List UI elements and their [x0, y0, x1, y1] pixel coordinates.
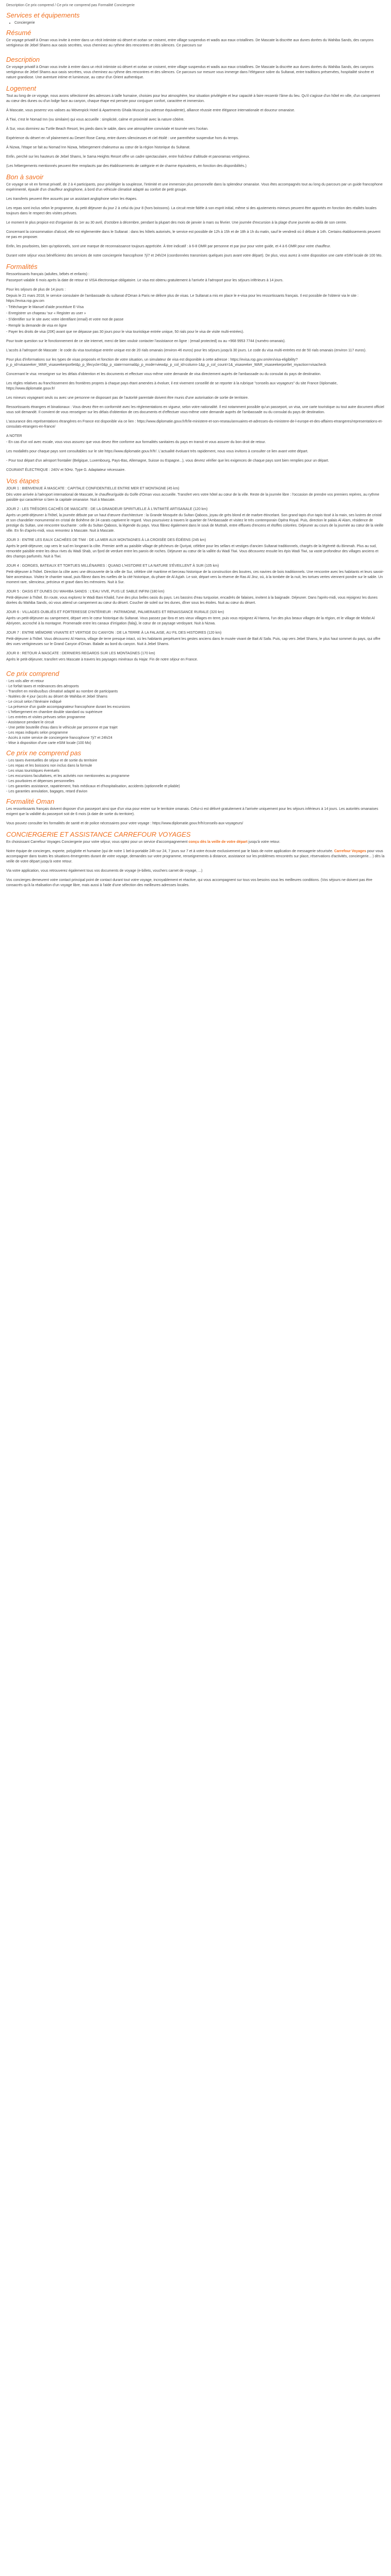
formalites-paragraph: COURANT ÉLECTRIQUE : 240V et 50Hz. Type G. Adaptateur nécessaire. [6, 468, 126, 472]
logement-paragraph: Tout au long de ce voyage, nous avons sélectionné des adresses à taille humaine, choisies pour leur atmosphère, leur situation privilégiée et leur capacité à faire ressentir l'âme du lieu. Qu'il s'agisse d'un hôtel en ville, d'un campement au cœur des dunes ou d'un lodge face au canyon, chaque étape est pensée pour conjuguer confort, caractère et immersion. [6, 94, 380, 103]
day-text: Après un petit-déjeuner au campement, départ vers le cœur historique du Sultanat. Vous passez par Ibra et ses vieux villages en terre, puis vous rejoignez Al Hamra, l'un des plus beaux villages de la région, et le village de Misfat Al Abriyeen, accroché à la montagne. Promenade entre les canaux d'irrigation (falaj), le cœur de ce paysage verdoyant. Nuit à Nizwa. [6, 617, 375, 625]
formalite-section [6, 798, 385, 826]
conciergerie-paragraph: Vos concierges demeurent votre contact principal point de contact durant tout votre voyage, incroyablement et réactive, qui vous accompagnent sur tous vos besoins sous les meilleures conditions. (Vos séjours ne doivent pas être consacrés qu'à la réalisation d'un voyage libre, mais aussi à l'aide d'une sélection des meilleures adresses locales. [6, 878, 372, 887]
formalites-paragraph: Pour toute question sur le fonctionnement de ce site internet, merci de bien vouloir contacter l'assistance en ligne : (email protected) ou au +968 9953 7744 (numéro omanais). [6, 340, 286, 343]
formalites-step: - Remplir la demande de visa en ligne [6, 324, 67, 328]
formalites-step: - S'identifier sur le site avec votre identifiant (email) et votre mot de passe [6, 318, 124, 321]
description-section [6, 56, 385, 80]
day-title: JOUR 6 : VILLAGES OUBLIÉS ET FORTERESSE D'INTÉRIEUR : PATRIMOINE, PALMERAIES ET RENAISSANCE RURALE (320 km) [6, 611, 224, 614]
services-section [6, 11, 385, 26]
inclus-section [6, 670, 385, 746]
formalites-paragraph: Ressortissants français (adultes, bébés et enfants) : [6, 273, 90, 276]
conciergerie-text: pour vous accompagner dans toutes les situations émergentes durant de votre voyage, demandes sur votre programme, renseignements à distance, assistance sur les problèmes rencontrés sur place, réservations d'activités, conciergerie... ) dès la veille de votre départ jusqu'à votre retour. [6, 850, 385, 863]
day-title: JOUR 8 : RETOUR À MASCATE : DERNIERS REGARDS SUR LES MONTAGNES (170 km) [6, 652, 155, 655]
inclus-item: - Assistance pendant le circuit [6, 720, 385, 725]
inclus-item: - Mise à disposition d'une carte eSIM locale (100 Mo) [6, 741, 385, 746]
non-inclus-list [6, 758, 385, 794]
inclus-item: - Le forfait taxes et redevances des aéroports [6, 684, 385, 689]
non-inclus-item: - Les taxes éventuelles de séjour et de sortie du territoire [6, 758, 385, 764]
conciergerie-text: Notre équipe de concierges, experte, polyglotte et humaine (qui de notre 1 bel-à-portable 24h sur 24, 7 jours sur 7 et à votre écoute exclusivement par le biais de notre application de messagerie sécurisée. [6, 850, 334, 853]
resume-section [6, 29, 385, 48]
services-list [6, 21, 385, 26]
formalites-note-title: A NOTER [6, 434, 22, 438]
page [0, 0, 391, 888]
non-inclus-item: - Les pourboires et dépenses personnelles [6, 779, 385, 784]
formalites-paragraph: Passeport valable 6 mois après la date de retour et VISA électronique obligatoire. Le visa est obtenu gratuitement à l'arrivée à l'aéroport pour les séjours inférieurs à 14 jours. [6, 279, 284, 282]
formalites-paragraph: Pour les séjours de plus de 14 jours : [6, 288, 66, 292]
description-title: Description [6, 56, 40, 63]
conciergerie-title: CONCIERGERIE ET ASSISTANCE CARREFOUR VOYAGES [6, 831, 191, 838]
day-title: JOUR 7 : ENTRE MÉMOIRE VIVANTE ET VERTIGE DU CANYON : DE LA TERRE À LA FALAISE, AU FIL DES HISTOIRES (120 km) [6, 631, 222, 635]
day-text: Petit-déjeuner à l'hôtel. En route, vous explorez le Wadi Bani Khalid, l'une des plus belles oasis du pays. Les bassins d'eau turquoise, encadrés de falaises, invitent à la baignade. Déjeuner. Dans l'après-midi, vous rejoignez les dunes dorées du Wahiba Sands, où vous attend un campement au cœur du désert. Coucher de soleil sur les dunes, dîner sous les étoiles. Nuit au cœur du désert. [6, 596, 378, 605]
conciergerie-text: En choisissant Carrefour Voyages Conciergerie pour votre séjour, vous optez pour un service d'accompagnement [6, 840, 189, 844]
inclus-item: - Une petite bouteille d'eau dans le véhicule par personne et par trajet [6, 725, 385, 731]
formalites-title: Formalités [6, 263, 38, 270]
formalite-paragraph: Vous pouvez consulter les formalités de santé et de police nécessaires pour votre voyage : https://www.diplomatie.gouv.fr/fr/conseils-aux-voyageurs/ [6, 822, 243, 825]
inclus-item: - Les entrées et visites prévues selon programme [6, 715, 385, 720]
non-inclus-section [6, 749, 385, 794]
day-text: Après le petit-déjeuner, cap vers le sud en longeant la côte. Premier arrêt au paisible village de pêcheurs de Quriyat, célèbre pour les sellars et vestiges d'ancien Sultanat traditionnels, chargés de la légèreté du Bimmah. Plus au sud, remontée paisible entre les deux rives du Wadi Shab, un fjord de verdure entre les parois de roches. Déjeuner au cœur de la vallée du Wadi Tiwi. Vous découvrez ensuite les épis Wadi Tiwi, sa vaste profondeur des villages anciens et des champs parfumés. Nuit à Tiwi. [6, 545, 379, 558]
day-text: Après le petit-déjeuner, transfert vers Mascate à travers les paysages minéraux du Hajar. Fin de notre séjour en France. [6, 658, 198, 662]
formalites-paragraph: Les règles relatives au franchissement des frontières propres à chaque pays étant amenées à évoluer, il est vivement conseillé de se reporter à la rubrique "conseils aux voyageurs" du site France Diplomatie, https://www.diplomatie.gouv.fr/ [6, 382, 338, 391]
day-title: JOUR 4 : GORGES, BATEAUX ET TORTUES MILLÉNAIRES : QUAND L'HISTOIRE ET LA NATURE S'ÉVEILLENT À SUR (105 km) [6, 564, 219, 568]
day-text: Dès votre arrivée à l'aéroport international de Mascate, le chauffeur/guide du Golfe d'Oman vous accueille. Transfert vers votre hôtel au cœur de la ville. Reste de la journée libre : l'occasion de prendre vos premiers repères, au rythme paisible qui caractérise si bien la capitale omanaise. Nuit à Mascate. [6, 493, 380, 502]
formalites-step: - Payer les droits de visa (20€) avant que ne dépasse pas 30 jours pour le visa touristique entrée unique, 50 rials pour le visa de visite multi-entrées). [6, 330, 245, 334]
bon-savoir-section [6, 173, 385, 259]
bon-savoir-paragraph: Durant votre séjour vous bénéficierez des services de notre conciergerie francophone 7j/7 et 24h/24 (coordonnées transmises quelques jours avant votre départ). De plus, vous aurez à votre disposition une carte eSIM locale de 100 Mo. [6, 254, 383, 258]
day-title: JOUR 5 : OASIS ET DUNES DU WAHIBA SANDS : L'EAU VIVE, PUIS LE SABLE INFINI (180 km) [6, 590, 165, 594]
logement-section [6, 84, 385, 169]
non-inclus-item: - Les excursions facultatives, et les activités non mentionnées au programme [6, 774, 385, 779]
etapes-title: Vos étapes [6, 477, 40, 485]
logement-title: Logement [6, 84, 36, 92]
inclus-item: - L'hébergement en chambre double standard ou supérieure [6, 710, 385, 715]
inclus-item: - Les repas indiqués selon programme [6, 731, 385, 736]
logement-paragraph: (Les hébergements mentionnés peuvent être remplacés par des établissements de catégorie et de charme équivalents, en fonction des disponibilités.) [6, 164, 247, 168]
day-text: Petit-déjeuner à l'hôtel. Direction la côte avec une découverte de la ville de Sur, célèbre cité maritime et berceau historique de la construction des boutres, ces navires de bois traditionnels. Une rencontre avec les habitants et leurs savoir-faire ancestraux. Visitez le chantier naval, puis flânez dans les ruelles de la cité historique, du phare de Al Ayjah. Le soir, départ vers la réserve de Ras Al Jinz, où, à la tombée de la nuit, les tortues vertes viennent pondre sur le sable. Un moment rare, silencieux, précieux et gravé dans les mémoires. Nuit à Sur. [6, 570, 384, 584]
inclus-item: - Le circuit selon l'itinéraire indiqué [6, 700, 385, 705]
formalites-paragraph: - En cas d'un vol avec escale, vous vous assurez que vous devez être conforme aux formalités sanitaires du pays en transit et vous assurer du bon droit de retour. [6, 440, 266, 444]
non-inclus-item: - Les visas touristiques éventuels [6, 769, 385, 774]
formalites-step: - Enregistrer un chapeau 'sur « Register as user » [6, 312, 86, 315]
logement-paragraph: Expérience du désert en vif plainement au Desert Rose Camp, entre dunes silencieuses et ciel étoilé : une parenthèse suspendue hors du temps. [6, 137, 239, 140]
logement-paragraph: À Mascate, vous poserez vos valises au Mövenpick Hotel & Apartments Ghala Muscat (ou adresse équivalente), alliance réussie entre élégance internationale et douceur omanaise. [6, 109, 295, 112]
bon-savoir-paragraph: Les repas sont inclus selon le programme, du petit déjeuner du jour 2 à celui du jour 8 (hors boissons). La circuit reste fidèle à son esprit initial, même si des ajustements mineurs peuvent être apportés en fonction des réalités locales toujours dans le respect des visites prévues. [6, 207, 377, 215]
inclus-item: - La présence d'un guide accompagnateur francophone durant les excursions [6, 705, 385, 710]
bon-savoir-paragraph: Ce voyage se vit en format privatif, de 2 à 4 participants, pour privilégier la souplesse, l'intimité et une immersion plus personnelle dans la splendeur omanaise. Vous êtes accompagnés tout au long du parcours par un guide francophone expérimenté, épaulé d'un chauffeur anglophone, à bord d'un véhicule climatisé adapté au confort de petit groupe. [6, 183, 383, 192]
formalites-paragraph: L'assurance des représentations étrangères en France est disponible via ce lien : https://www.diplomatie.gouv.fr/fr/le-ministere-et-son-reseau/annuaires-et-adresses-du-ministere-de-l-europe-et-des-affaires-etrangeres/representations-et-consulats-etrangers-en-france/ [6, 420, 383, 429]
conciergerie-paragraph [6, 849, 385, 865]
logement-paragraph: Enfin, perché sur les hauteurs de Jebel Shams, le Sama Heights Resort offre un cadre spectaculaire, entre fraîcheur d'altitude et panoramas vertigineux. [6, 155, 250, 159]
inclus-item: - Nuitées de 4 jour (accès au désert de Wahiba et Jebel Shams [6, 694, 385, 700]
conciergerie-highlight: conçu dès la veille de votre départ [188, 840, 248, 844]
non-inclus-item: - Les garanties assistance, rapatriement, frais médicaux et d'hospitalisation, accidents (optionnelle et pliable) [6, 784, 385, 789]
inclus-list [6, 679, 385, 746]
bon-savoir-paragraph: Concernant la consommation d'alcool, elle est réglementée dans le Sultanat : dans les hôtels autorisés, le service est possible de 12h à 15h et de 18h à 1h du matin, sauf le vendredi où il débute à 14h. Certains établissements peuvent ne pas en proposer. [6, 230, 381, 239]
services-title: Services et équipements [6, 11, 80, 19]
conciergerie-paragraph: Via votre application, vous retrouverez également tous vos documents de voyage (e-billets, vouchers carnet de voyage, ...) [6, 869, 203, 873]
formalites-paragraph: Les mineurs voyageant seuls ou avec une personne ne disposant pas de l'autorité parentale doivent être munis d'une autorisation de sortie de territoire. [6, 396, 249, 400]
formalites-paragraph: Les modalités pour chaque pays sont consultables sur le site https://www.diplomatie.gouv.fr/fr/. L'actualité évoluant très rapidement, nous vous invitons à consulter ce lien avant votre départ. [6, 450, 308, 453]
formalites-paragraph: Depuis le 21 mars 2018, le service consulaire de l'ambassade du sultanat d'Oman à Paris ne délivre plus de visas. Le Sultanat a mis en place le e-visa pour les ressortissants français. Il est possible de l'obtenir via le site : https://evisa.rop.gov.om [6, 294, 359, 303]
formalites-paragraph: Concernant le visa: renseigner sur les délais d'obtention et les documents et effectuer vous-même votre demande de visa directement auprès de l'ambassade ou du consulat du pays de destination. [6, 372, 321, 376]
inclus-item: - Transfert en minibus/bus climatisé adapté au nombre de participants [6, 689, 385, 694]
inclus-title: Ce prix comprend [6, 670, 59, 677]
bon-savoir-paragraph: Enfin, les pourboires, bien qu'optionnels, sont une marque de reconnaissance toujours appréciée. À titre indicatif : à 6-8 OMR par personne et par jour pour votre guide, et 4 à 6 OMR pour votre chauffeur. [6, 245, 331, 248]
formalites-paragraph: Pour plus d'informations sur les types de visas proposés et fonction de votre situation, un simulateur de visa est disponible à cette adresse : https://evisa.rop.gov.om/en/visa-eligibility?p_p_id=visaseeker_WAR_visaseekerportlet&p_p_lifecycle=0&p_p_state=normal&p_p_mode=view&p_p_col_id=column-1&p_p_col_count=1&_visaseeker_WAR_visaseekerportlet_myaction=visacheck [6, 358, 327, 367]
formalites-paragraph: Ressortissants étrangers et binationaux : Vous devez être en conformité avec les réglementations en vigueur, selon votre nationalité. Il est notamment possible qu'un passeport, un visa, une carte touristique ou tout autre document officiel vous soit demandé. Il convient de vous renseigner sur les délais d'obtention de ces documents et d'effectuer vous-même votre demande auprès de l'ambassade ou du consulat du pays de destination. [6, 405, 384, 414]
formalites-section [6, 263, 385, 473]
logement-paragraph: À Tiwi, c'est le Nomad Inn (ou similaire) qui vous accueille : simplicité, calme et proximité avec la nature côtière. [6, 118, 185, 122]
non-inclus-title: Ce prix ne comprend pas [6, 749, 82, 757]
conciergerie-text: jusqu'à votre retour. [247, 840, 281, 844]
bon-savoir-paragraph: Les transferts peuvent être assurés par un assistant anglophone selon les étapes. [6, 197, 138, 201]
formalite-paragraph: Les ressortissants français doivent disposer d'un passeport ainsi que d'un visa pour entrer sur le territoire omanais. Celui-ci est délivré gratuitement à l'arrivée uniquement pour les séjours inférieurs à 14 jours. Les autorités omanaises exigent que la validité du passeport soit de 6 mois (à date de sortie du territoire). [6, 807, 379, 816]
logement-paragraph: À Sur, vous dormirez au Turtle Beach Resort, les pieds dans le sable, dans une atmosphère conviviale et tournée vers l'océan. [6, 127, 208, 131]
breadcrumb: Description Ce prix comprend / Ce prix ne comprend pas Formalité Conciergerie [6, 4, 135, 7]
bon-savoir-title: Bon à savoir [6, 173, 44, 181]
non-inclus-item: - Les garanties annulation, bagages, retard d'avion [6, 789, 385, 794]
services-item: • Conciergerie [14, 21, 385, 26]
day-text: Petit-déjeuner à l'hôtel. Vous découvrez Al Hamra, village de terre presque intact, où les habitants perpétuent les gestes anciens dans le musée vivant de Bait Al Safa. Puis, cap vers Jebel Shams, le plus haut sommet du pays, qui offre des vues vertigineuses sur le Grand Canyon d'Oman. Balade au bord du canyon. Nuit à Jebel Shams. [6, 637, 381, 646]
conciergerie-brand: Carrefour Voyages [334, 850, 366, 853]
description-text: Ce voyage privatif à Oman vous invite à entrer dans un récit intimiste où désert et océan se croisent, entre village suspendus et wadis aux eaux cristallines. De Mascate la discrète aux dunes dorées du Wahiba Sands, des canyons vertigineux de Jebel Shams aux oasis secrètes, vous cheminez au rythme des rencontres et des silences. Ce parcours sur mesure vous immerge dans l'élégance sobre du Sultanat, entre traditions préservées, hospitalité sincère et nature grandiose. Une aventure intime et lumineuse, au cœur d'un Orient authentique. [6, 65, 374, 79]
day-title: JOUR 3 : ENTRE LES EAUX CACHÉES DE TIWI : DE LA MER AUX MONTAGNES À LA CROISÉE DES ÉDÉENS (245 km) [6, 538, 206, 542]
day-title: JOUR 1 : BIENVENUE À MASCATE : CAPITALE CONFIDENTIELLE ENTRE MER ET MONTAGNE (45 km) [6, 487, 180, 490]
logement-paragraph: À Nizwa, l'étape se fait au Nomad Inn Nizwa, hébergement chaleureux au cœur de la région historique du Sultanat. [6, 146, 190, 149]
inclus-item: - Les vols aller et retour [6, 679, 385, 684]
etapes-section [6, 477, 385, 663]
day-text: Après un petit-déjeuner à l'hôtel, la journée débute par un haut d'œuvre d'architecture : la Grande Mosquée du Sultan Qaboos, joyau de grès blond et de marbre étincelant. Son grand tapis d'un tapis tissé à la main, ses lustres de cristal et son chandelier monumental en cristal de Bohême de 24 carats captivent le regard. Vous poursuivez à travers le quartier de l'Ambassade et visitez le très contemporain Opéra Royal. Puis, direction le palais Al Alam, résidence de prestige du Sultan, une rencontre touchante : celle du Sultan Qaboos, la légende du pays. Vous flânez également dans le souk de Muttrah, entre effluves d'encens et étoffes colorées. Déjeuner au cours de la journée au cœur de la vieille ville. En fin d'après-midi, vous remontez à Mascate. Nuit à Mascate. [6, 514, 384, 533]
non-inclus-item: - Les repas et les boissons non inclus dans la formule [6, 764, 385, 769]
inclus-item: - Accès à notre service de conciergerie francophone 7j/7 et 24h/24 [6, 736, 385, 741]
day-title: JOUR 2 : LES TRÉSORS CACHÉS DE MASCATE : DE LA GRANDEUR SPIRITUELLE À L'INTIMITÉ ARTISANALE (120 km) [6, 507, 208, 511]
resume-text: Ce voyage privatif à Oman vous invite à entrer dans un récit intimiste où désert et océan se croisent, entre village suspendus et wadis aux eaux cristallines. De Mascate la discrète aux dunes dorées du Wahiba Sands, des canyons vertigineux de Jebel Shams aux oasis secrètes, vous cheminez au rythme des rencontres et des silences. Ce parcours sur [6, 39, 374, 47]
bon-savoir-paragraph: Le moment le plus propice est d'organiser du 1er au 30 avril, d'octobre à décembre, pendant la plupart des mois de janvier à mars ou février. Une journée d'excursion à la plage d'une journée au-delà de son centre. [6, 221, 347, 225]
resume-title: Résumé [6, 29, 31, 37]
formalites-step: - Télécharger le Manuel d'aide procédure E-Visa [6, 306, 84, 309]
formalites-paragraph: - Pour tout départ d'un aéroport frontalier (Belgique, Luxembourg, Pays-Bas, Allemagne, Suisse ou Espagne...), vous devrez vérifier que les exigences de chaque pays sont bien remplies pour un départ. [6, 459, 329, 463]
formalites-paragraph: L'accès à l'aéroport de Mascate : le code du visa touristique entrée unique est de 20 rials omanais (environ 46 euros) pour les séjours jusqu'à 30 jours. Le code du visa multi-entrées est de 50 rials omanais (environ 117 euros). [6, 349, 367, 352]
conciergerie-paragraph [6, 840, 385, 845]
formalite-title: Formalité Oman [6, 798, 55, 805]
conciergerie-section [6, 831, 385, 888]
